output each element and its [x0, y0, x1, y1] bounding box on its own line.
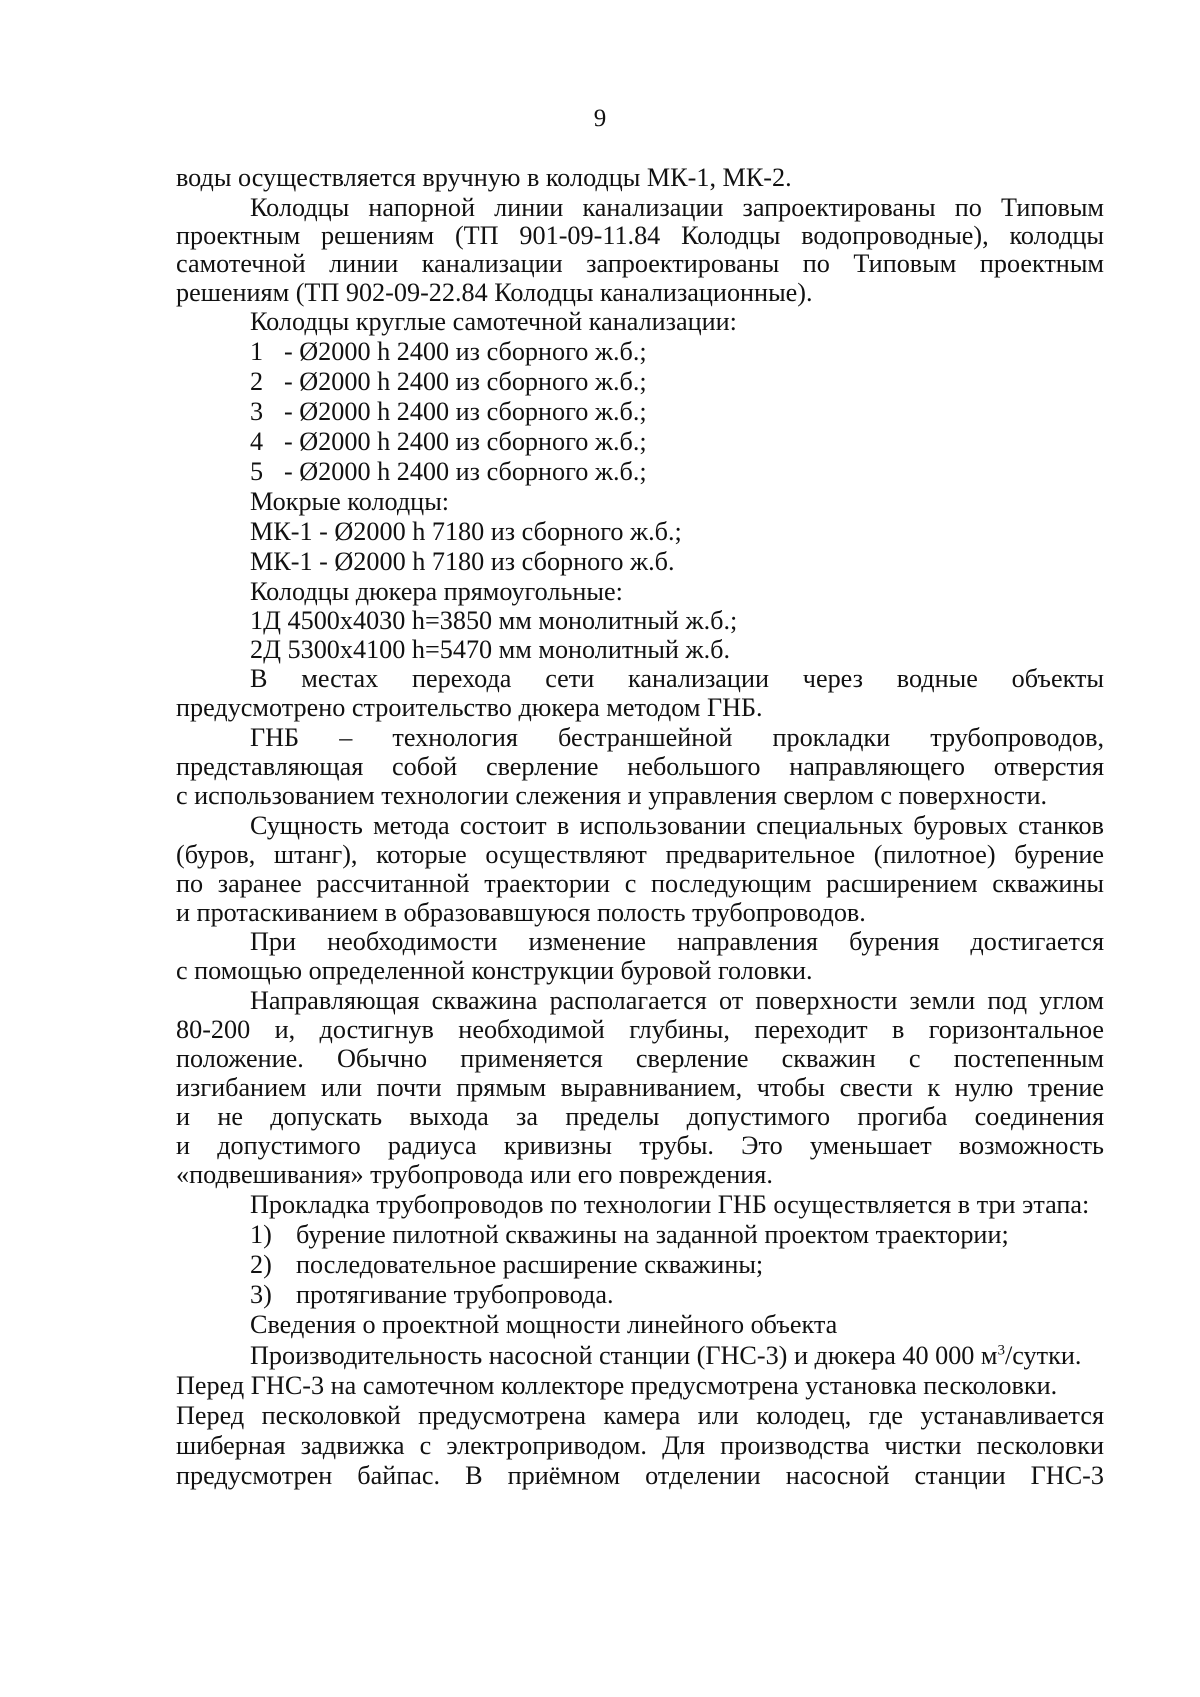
list-text: протягивание трубопровода.	[296, 1280, 614, 1309]
text-line: предусмотрен байпас. В приёмном отделении насосной станции ГНС-3	[176, 1461, 1104, 1490]
text-line: с помощью определенной конструкции буровой головки.	[176, 956, 813, 985]
text-line: При необходимости изменение направления бурения достигается	[250, 927, 1104, 956]
text-line: (буров, штанг), которые осуществляют предварительное (пилотное) бурение	[176, 840, 1104, 869]
text-line: 80-200 и, достигнув необходимой глубины, переходит в горизонтальное	[176, 1015, 1104, 1044]
unit-superscript: 3	[997, 1342, 1005, 1359]
text-line: В местах перехода сети канализации через водные объекты	[250, 664, 1104, 693]
text-line: и допустимого радиуса кривизны трубы. Это уменьшает возможность	[176, 1131, 1104, 1160]
text-line: 2Д 5300х4100 h=5470 мм монолитный ж.б.	[250, 635, 731, 664]
list-number: 3	[250, 397, 264, 426]
page-number: 9	[593, 105, 607, 132]
text-line: воды осуществляется вручную в колодцы МК-1, МК-2.	[176, 163, 792, 192]
text-line: 1Д 4500х4030 h=3850 мм монолитный ж.б.;	[250, 606, 738, 635]
list-text: - Ø2000 h 2400 из сборного ж.б.;	[284, 457, 647, 486]
list-number: 2	[250, 367, 264, 396]
list-text: последовательное расширение скважины;	[296, 1250, 764, 1279]
list-item	[250, 1219, 1104, 1250]
list-text: бурение пилотной скважины на заданной проектом траектории;	[296, 1220, 1009, 1249]
text-line: МК-1 - Ø2000 h 7180 из сборного ж.б.	[250, 547, 675, 576]
capacity-text: Производительность насосной станции (ГНС-3) и дюкера 40 000 м	[250, 1341, 998, 1370]
text-line: и протаскиванием в образовавшуюся полость трубопроводов.	[176, 898, 866, 927]
text-line: «подвешивания» трубопровода или его повреждения.	[176, 1160, 773, 1189]
text-line: Перед песколовкой предусмотрена камера или колодец, где устанавливается	[176, 1401, 1104, 1430]
text-line: шиберная задвижка с электроприводом. Для производства чистки песколовки	[176, 1431, 1104, 1460]
list-text: - Ø2000 h 2400 из сборного ж.б.;	[284, 427, 647, 456]
text-line: Перед ГНС-3 на самотечном коллекторе предусмотрена установка песколовки.	[176, 1371, 1058, 1400]
list-number: 4	[250, 427, 264, 456]
section-heading: Сведения о проектной мощности линейного объекта	[250, 1310, 838, 1339]
text-line: МК-1 - Ø2000 h 7180 из сборного ж.б.;	[250, 517, 682, 546]
list-item	[250, 426, 1104, 457]
list-item	[250, 456, 1104, 487]
text-line: Колодцы круглые самотечной канализации:	[250, 307, 737, 336]
list-item	[250, 336, 1104, 367]
list-item	[250, 1249, 1104, 1280]
text-line	[250, 1340, 1104, 1371]
list-number: 2)	[250, 1250, 272, 1279]
text-line: изгибанием или почти прямым выравниванием, чтобы свести к нулю трение	[176, 1073, 1104, 1102]
text-line: Колодцы напорной линии канализации запроектированы по Типовым	[250, 193, 1104, 222]
list-number: 1)	[250, 1220, 272, 1249]
text-line: проектным решениям (ТП 901-09-11.84 Колодцы водопроводные), колодцы	[176, 221, 1104, 250]
text-line: и не допускать выхода за пределы допустимого прогиба соединения	[176, 1102, 1104, 1131]
text-line: Сущность метода состоит в использовании специальных буровых станков	[250, 811, 1104, 840]
list-number: 5	[250, 457, 264, 486]
list-text: - Ø2000 h 2400 из сборного ж.б.;	[284, 397, 647, 426]
text-line: самотечной линии канализации запроектированы по Типовым проектным	[176, 249, 1104, 278]
list-text: - Ø2000 h 2400 из сборного ж.б.;	[284, 337, 647, 366]
text-line: решениям (ТП 902-09-22.84 Колодцы канализационные).	[176, 278, 813, 307]
list-item	[250, 1279, 1104, 1310]
list-number: 3)	[250, 1280, 272, 1309]
list-item	[250, 366, 1104, 397]
text-line: Направляющая скважина располагается от поверхности земли под углом	[250, 986, 1104, 1015]
text-line: представляющая собой сверление небольшого направляющего отверстия	[176, 752, 1104, 781]
list-text: - Ø2000 h 2400 из сборного ж.б.;	[284, 367, 647, 396]
text-line: с использованием технологии слежения и управления сверлом с поверхности.	[176, 781, 1048, 810]
text-line: предусмотрено строительство дюкера методом ГНБ.	[176, 693, 763, 722]
text-line: Колодцы дюкера прямоугольные:	[250, 577, 623, 606]
text-line: по заранее рассчитанной траектории с последующим расширением скважины	[176, 869, 1104, 898]
text-line: Мокрые колодцы:	[250, 487, 450, 516]
list-number: 1	[250, 337, 264, 366]
list-item	[250, 396, 1104, 427]
text-line: ГНБ – технология бестраншейной прокладки трубопроводов,	[250, 723, 1104, 752]
text-line: положение. Обычно применяется сверление скважин с постепенным	[176, 1044, 1104, 1073]
text-line: Прокладка трубопроводов по технологии ГНБ осуществляется в три этапа:	[250, 1190, 1090, 1219]
unit-tail: /сутки.	[1005, 1341, 1082, 1370]
